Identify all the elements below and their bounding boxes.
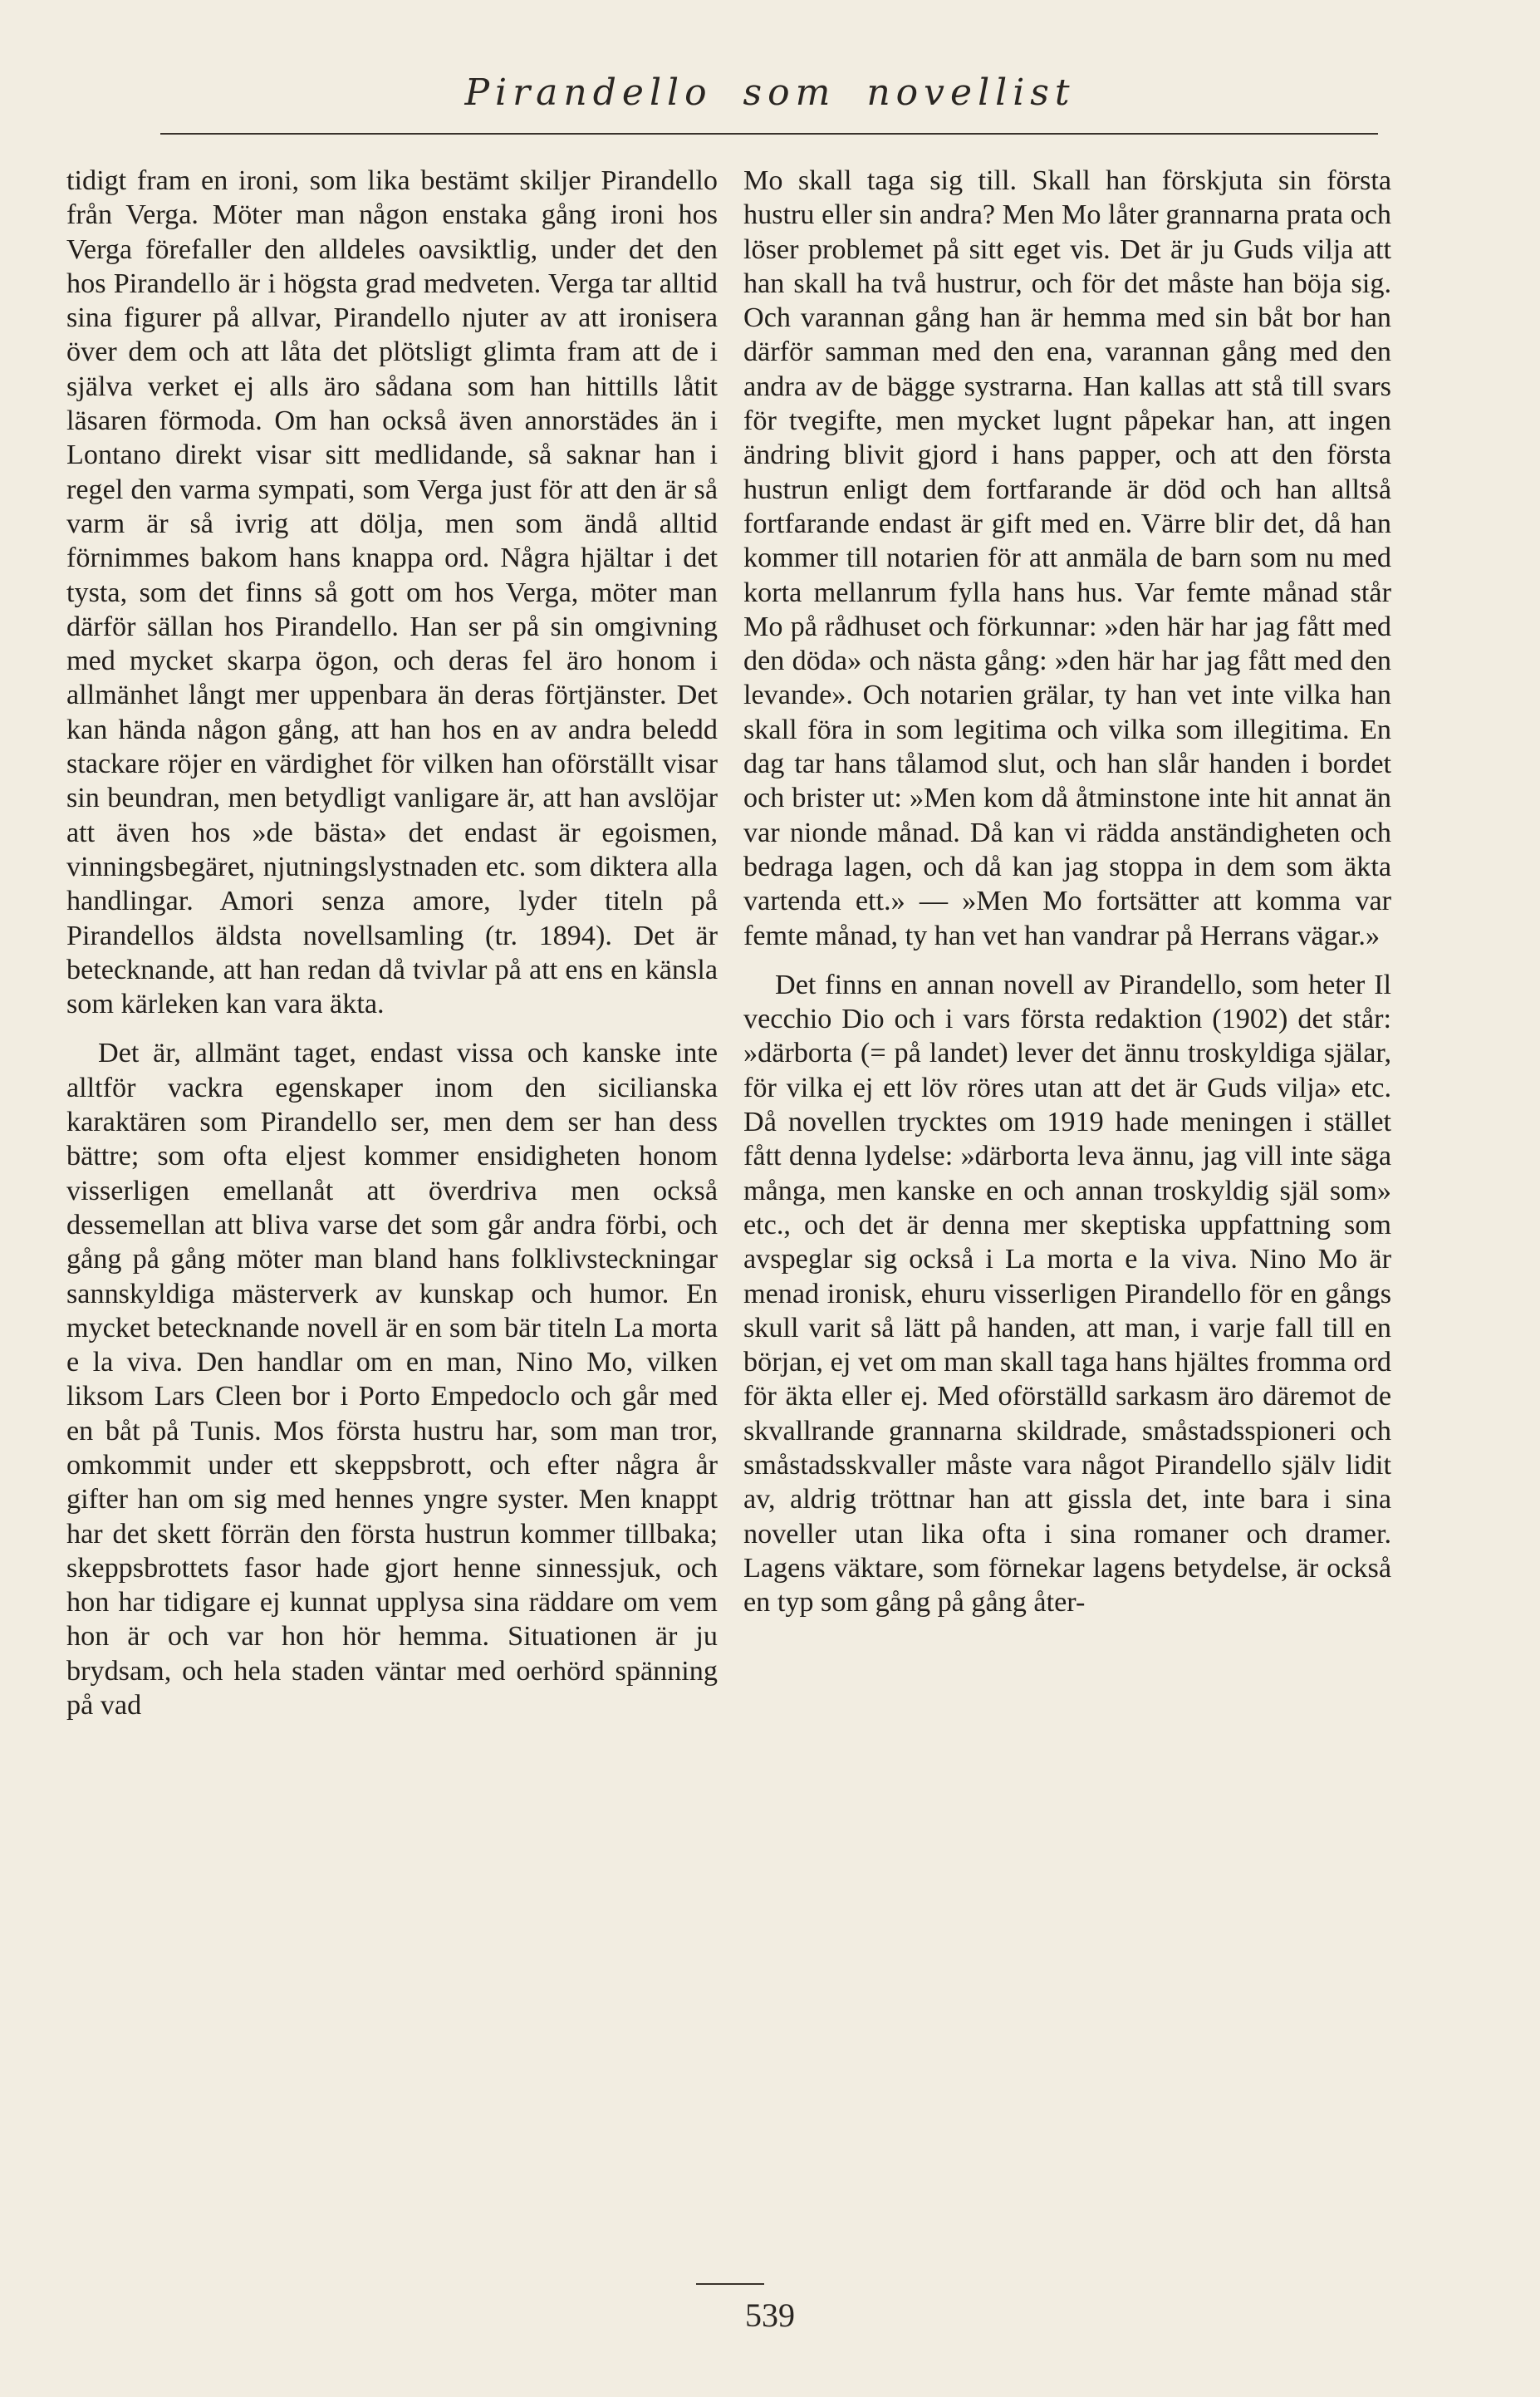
right-column (743, 164, 1391, 1619)
left-paragraph-1: tidigt fram en ironi, som lika bestämt skiljer Pirandello från Verga. Möter man någon enstaka gång ironi hos Verga förefaller den alldeles oavsiktlig, under det den hos Pirandello är i högsta grad medveten. Verga tar alltid sina figurer på allvar, Pirandello njuter av att ironisera över dem och att låta det plötsligt glimta fram att de i själva verket ej alls äro sådana som han hittills låtit läsaren förmoda. Om han också även annorstädes än i Lontano direkt visar sitt medlidande, så saknar han i regel den varma sympati, som Verga just för att den är så varm är så ivrig att dölja, men som ändå alltid förnimmes bakom hans knappa ord. Några hjältar i det tysta, som det finns så gott om hos Verga, möter man därför sällan hos Pirandello. Han ser på sin omgivning med mycket skarpa ögon, och deras fel äro honom i allmänhet långt mer uppenbara än deras förtjänster. Det kan hända någon gång, att han hos en av andra beledd stackare röjer en värdighet för vilken han oförställt visar sin beundran, men betydligt vanligare är, att han avslöjar att även hos »de bästa» det endast är egoismen, vinningsbegäret, njutningslystnaden etc. som diktera alla handlingar. Amori senza amore, lyder titeln på Pirandellos äldsta novellsamling (tr. 1894). Det är betecknande, att han redan då tvivlar på att ens en känsla som kärleken kan vara äkta. (66, 165, 718, 1020)
left-paragraph-2: Det är, allmänt taget, endast vissa och kanske inte alltför vackra egenskaper inom den sicilianska karaktären som Pirandello ser, men dem ser han dess bättre; som ofta eljest kommer ensidigheten honom visserligen emellanåt att överdriva men också dessemellan att bliva varse det som går andra förbi, och gång på gång möter man bland hans folklivsteckningar sannskyldiga mästerverk av kunskap och humor. En mycket betecknande novell är en som bär titeln La morta e la viva. Den handlar om en man, Nino Mo, vilken liksom Lars Cleen bor i Porto Empedoclo och går med en båt på Tunis. Mos första hustru har, som man tror, omkommit under ett skeppsbrott, och efter några år gifter han om sig med hennes yngre syster. Men knappt har det skett förrän den första hustrun kommer tillbaka; skeppsbrottets fasor hade gjort henne sinnessjuk, och hon har tidigare ej kunnat upplysa sina räddare om vem hon är och var hon hör hemma. Situationen är ju brydsam, och hela staden väntar med oerhörd spänning på vad (66, 1038, 718, 1722)
page-number: 539 (745, 2296, 795, 2334)
left-column (66, 164, 718, 1722)
footer-rule (696, 2283, 764, 2285)
right-paragraph-2: Det finns en annan novell av Pirandello, som heter Il vecchio Dio och i vars första redaktion (1902) det står: »därborta (= på landet) lever det ännu troskyldiga själar, för vilka ej ett löv röres utan att det är Guds vilja» etc. Då novellen trycktes om 1919 hade meningen i stället fått denna lydelse: »därborta leva ännu, jag vill inte säga många, men kanske en och annan troskyldig själ som» etc., och det är denna mer skeptiska uppfattning som avspeglar sig också i La morta e la viva. Nino Mo är menad ironisk, ehuru visserligen Pirandello för en gångs skull varit så lätt på handen, att man, i varje fall till en början, ej vet om man skall taga hans hjältes fromma ord för äkta eller ej. Med oförställd sarkasm äro däremot de skvallrande grannarna skildrade, småstadsspioneri och småstadsskvaller måste vara något Pirandello själv lidit av, aldrig tröttnar han att gissla det, inte bara i sina noveller utan lika ofta i sina romaner och dramer. Lagens väktare, som förnekar lagens betydelse, är också en typ som gång på gång åter- (743, 969, 1391, 1618)
right-paragraph-1: Mo skall taga sig till. Skall han förskjuta sin första hustru eller sin andra? Men Mo låter grannarna prata och löser problemet på sitt eget vis. Det är ju Guds vilja att han skall ha två hustrur, och för det måste han böja sig. Och varannan gång han är hemma med sin båt bor han därför samman med den ena, varannan gång med den andra av de bägge systrarna. Han kallas att stå till svars för tvegifte, men mycket lugnt påpekar han, att ingen ändring blivit gjord i hans papper, och att den första hustrun enligt dem fortfarande är död och han alltså fortfarande endast är gift med en. Värre blir det, då han kommer till notarien för att anmäla de barn som nu med korta mellanrum fylla hans hus. Var femte månad står Mo på rådhuset och förkunnar: »den här har jag fått med den döda» och nästa gång: »den här har jag fått med den levande». Och notarien grälar, ty han vet inte vilka han skall föra in som legitima och vilka som illegitima. En dag tar hans tålamod slut, och han slår handen i bordet och brister ut: »Men kom då åtminstone inte hit annat än var nionde månad. Då kan vi rädda anständigheten och bedraga lagen, och då kan jag stoppa in dem som äkta vartenda ett.» — »Men Mo fortsätter att komma var femte månad, ty han vet han vandrar på Herrans vägar.» (743, 165, 1391, 951)
header-rule (160, 133, 1378, 135)
running-title: Pirandello som novellist (464, 71, 1076, 114)
